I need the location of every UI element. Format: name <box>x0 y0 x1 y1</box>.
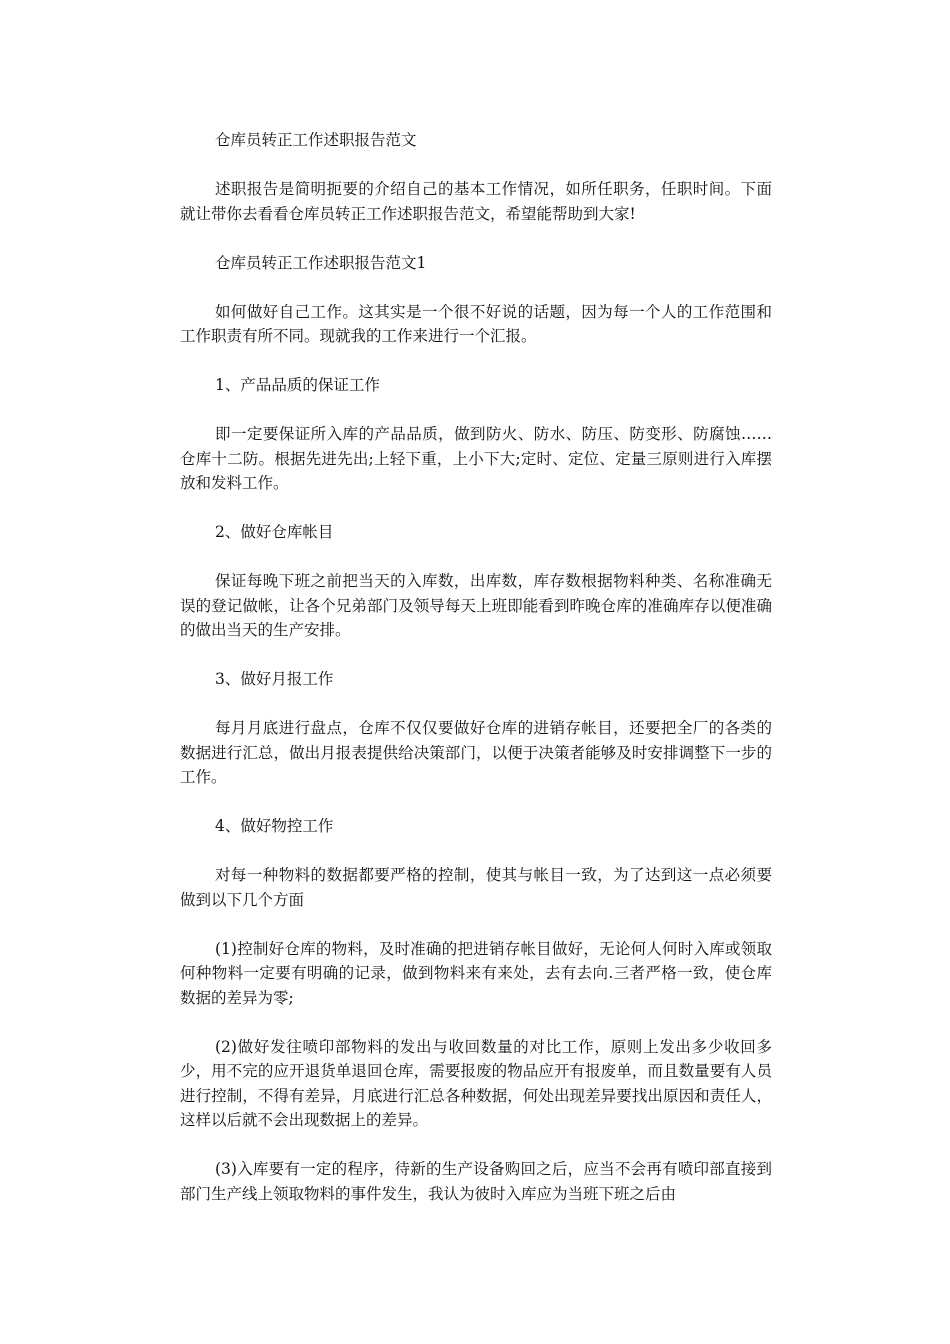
paragraph-5: 对每一种物料的数据都要严格的控制，使其与帐目一致，为了达到这一点必须要做到以下几个方面 <box>180 866 772 909</box>
paragraph-1: 如何做好自己工作。这其实是一个很不好说的话题，因为每一个人的工作范围和工作职责有所不同。现就我的工作来进行一个汇报。 <box>180 302 772 345</box>
paragraph-6: (1)控制好仓库的物料，及时准确的把进销存帐目做好，无论何人何时入库或领取何种物料一定要有明确的记录，做到物料来有来处，去有去向.三者严格一致，使仓库数据的差异为零; <box>180 939 772 1007</box>
heading-3: 3、做好月报工作 <box>215 670 334 688</box>
paragraph-7: (2)做好发往喷印部物料的发出与收回数量的对比工作，原则上发出多少收回多少，用不完的应开退货单退回仓库，需要报废的物品应开有报废单，而且数量要有人员进行控制，不得有差异，月底进行汇总各种数据，何处出现差异要找出原因和责任人，这样以后就不会出现数据上的差异。 <box>180 1037 772 1129</box>
document-title: 仓库员转正工作述职报告范文 <box>215 131 417 149</box>
paragraph-3: 保证每晚下班之前把当天的入库数，出库数，库存数根据物料种类、名称准确无误的登记做帐，让各个兄弟部门及领导每天上班即能看到昨晚仓库的准确库存以便准确的做出当天的生产安排。 <box>180 572 772 639</box>
paragraph-8: (3)入库要有一定的程序，待新的生产设备购回之后，应当不会再有喷印部直接到部门生产线上领取物料的事件发生，我认为彼时入库应为当班下班之后由 <box>180 1160 772 1203</box>
paragraph-2: 即一定要保证所入库的产品品质，做到防火、防水、防压、防变形、防腐蚀……仓库十二防。根据先进先出;上轻下重，上小下大;定时、定位、定量三原则进行入库摆放和发料工作。 <box>180 425 772 492</box>
section-title: 仓库员转正工作述职报告范文1 <box>215 253 427 272</box>
heading-4: 4、做好物控工作 <box>215 817 334 835</box>
document-body <box>180 128 772 1231</box>
intro-paragraph: 述职报告是简明扼要的介绍自己的基本工作情况，如所任职务，任职时间。下面就让带你去看看仓库员转正工作述职报告范文，希望能帮助到大家! <box>180 180 772 223</box>
heading-1: 1、产品品质的保证工作 <box>215 376 380 394</box>
heading-2: 2、做好仓库帐目 <box>215 523 334 541</box>
paragraph-4: 每月月底进行盘点，仓库不仅仅要做好仓库的进销存帐目，还要把全厂的各类的数据进行汇总，做出月报表提供给决策部门，以便于决策者能够及时安排调整下一步的工作。 <box>180 719 772 786</box>
